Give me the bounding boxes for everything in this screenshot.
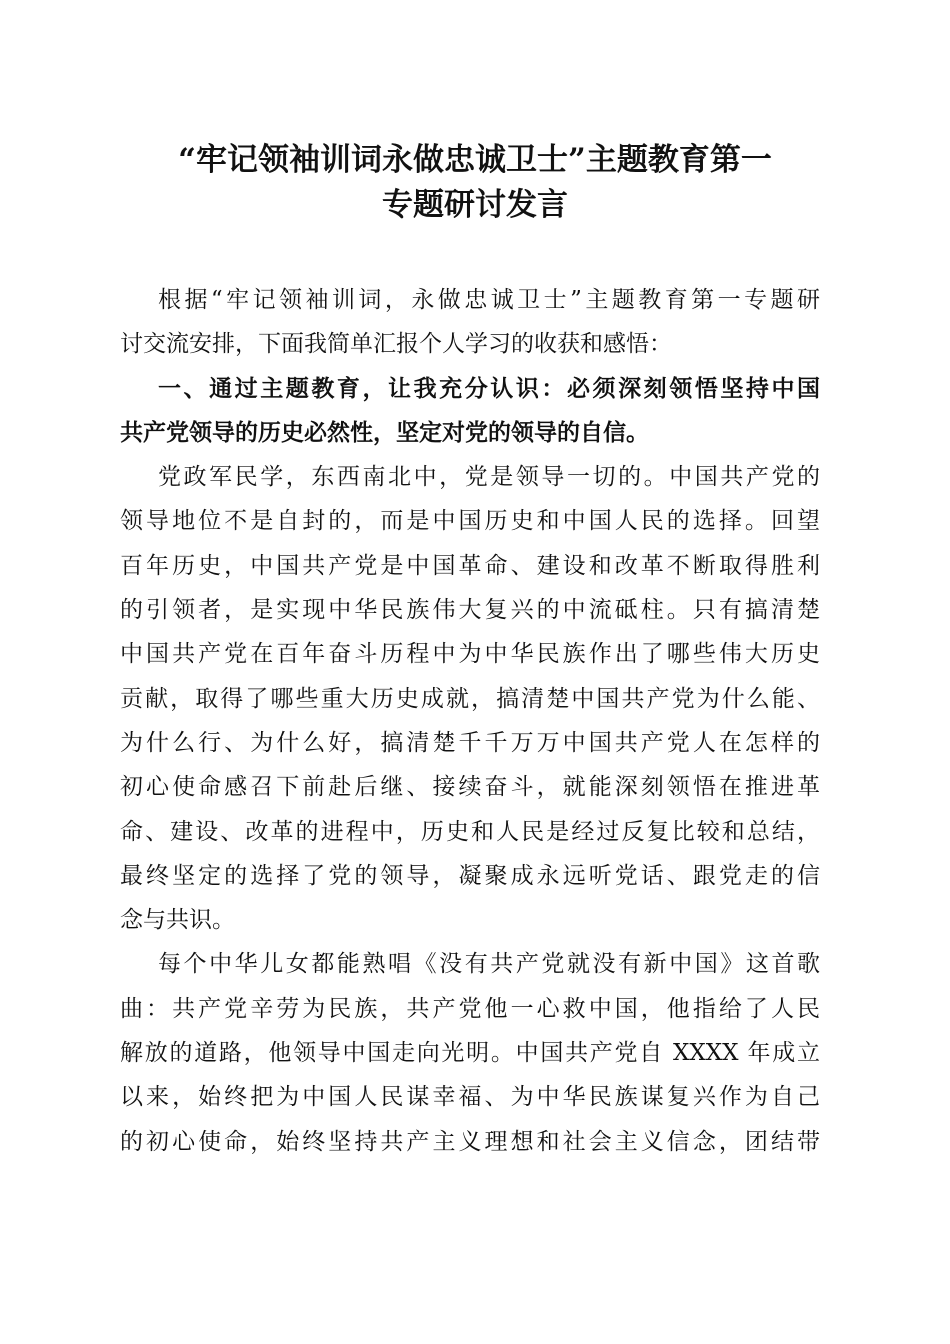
text-line: 一、通过主题教育，让我充分认识：必须深刻领悟坚持中国	[158, 375, 820, 402]
paragraph	[120, 278, 820, 367]
text-line: 初心使命感召下前赴后继、接续奋斗，就能深刻领悟在推进革	[120, 774, 820, 801]
document-body	[120, 278, 820, 1164]
text-line: 最终坚定的选择了党的领导，凝聚成永远听党话、跟党走的信	[120, 862, 820, 889]
text-line: 以来，始终把为中国人民谋幸福、为中华民族谋复兴作为自己	[120, 1084, 820, 1111]
text-line: 念与共识。	[120, 907, 235, 934]
text-line: 中国共产党在百年奋斗历程中为中华民族作出了哪些伟大历史	[120, 641, 820, 668]
text-line: 曲：共产党辛劳为民族，共产党他一心救中国，他指给了人民	[120, 995, 820, 1022]
document-title-line-1: “牢记领袖训词永做忠诚卫士”主题教育第一	[178, 142, 772, 178]
text-line: 讨交流安排，下面我简单汇报个人学习的收获和感悟：	[120, 331, 672, 358]
text-line: 百年历史，中国共产党是中国革命、建设和改革不断取得胜利	[120, 552, 820, 579]
text-line: 贡献，取得了哪些重大历史成就，搞清楚中国共产党为什么能、	[120, 685, 820, 712]
document-title-line-2: 专题研讨发言	[382, 187, 568, 223]
paragraph	[120, 455, 820, 942]
paragraph	[120, 942, 820, 1163]
text-line: 共产党领导的历史必然性，坚定对党的领导的自信。	[120, 419, 649, 446]
text-line: 党政军民学，东西南北中，党是领导一切的。中国共产党的	[158, 464, 820, 491]
text-line: 每个中华儿女都能熟唱《没有共产党就没有新中国》这首歌	[158, 951, 820, 978]
text-line: 解放的道路，他领导中国走向光明。中国共产党自 XXXX 年成立	[120, 1040, 820, 1067]
section-heading	[120, 367, 820, 456]
text-line: 命、建设、改革的进程中，历史和人民是经过反复比较和总结，	[120, 818, 820, 845]
text-line: 的初心使命，始终坚持共产主义理想和社会主义信念，团结带	[120, 1128, 820, 1155]
text-line: 为什么行、为什么好，搞清楚千千万万中国共产党人在怎样的	[120, 729, 820, 756]
text-line: 的引领者，是实现中华民族伟大复兴的中流砥柱。只有搞清楚	[120, 597, 820, 624]
text-line: 根据“牢记领袖训词，永做忠诚卫士”主题教育第一专题研	[158, 287, 820, 313]
text-line: 领导地位不是自封的，而是中国历史和中国人民的选择。回望	[120, 508, 820, 535]
